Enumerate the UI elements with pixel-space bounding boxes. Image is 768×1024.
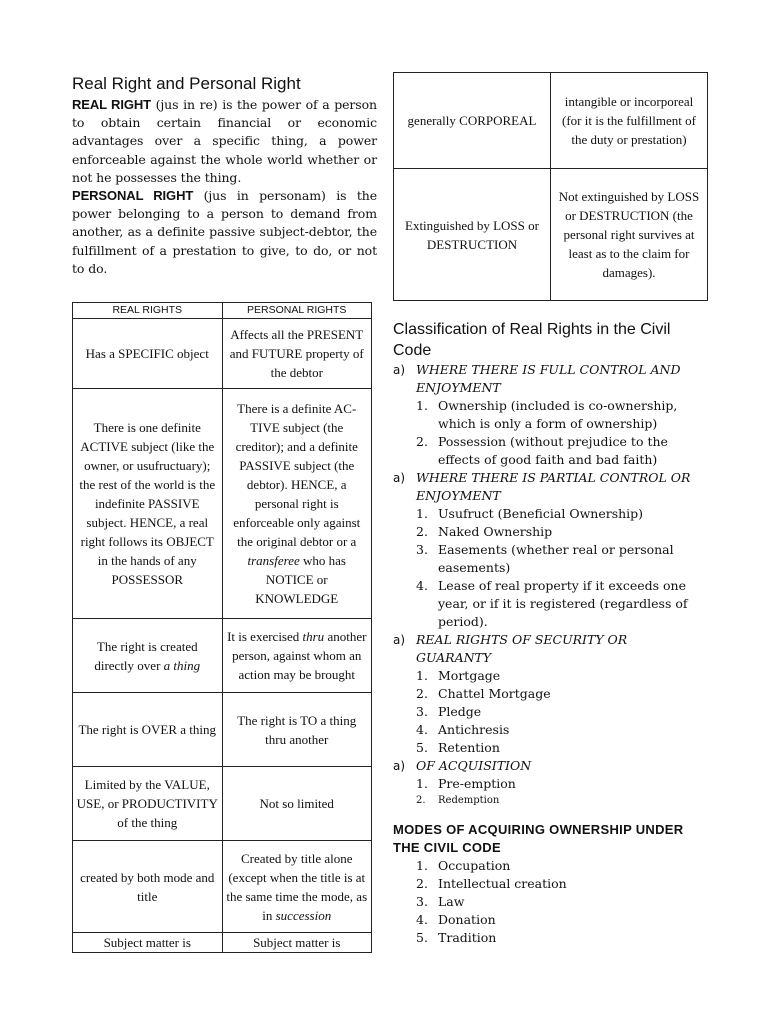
cell-personal-right: It is exercised thru another person, against whom an action may be brought: [222, 619, 372, 693]
list-item: 2. Intellectual creation: [416, 876, 567, 891]
classification-group-heading: [393, 361, 698, 397]
classification-items: [393, 775, 698, 809]
table-row: [73, 933, 372, 953]
header-real-rights: REAL RIGHTS: [73, 303, 223, 319]
table-row: [73, 619, 372, 693]
cell-real-right: created by both mode and title: [73, 841, 223, 933]
modes-list: [393, 857, 698, 947]
classification-list: [393, 361, 698, 809]
list-item: 4. Lease of real property if it exceeds one year, or if it is registered (regardless of period).: [416, 578, 688, 629]
list-item: 1. Ownership (included is co-ownership, which is only a form of ownership): [416, 398, 678, 431]
real-right-definition: [72, 96, 377, 187]
classification-group-heading: [393, 631, 698, 667]
list-item: 3. Pledge: [416, 704, 482, 719]
classification-items: [393, 667, 698, 757]
cell-personal-right: The right is TO a thing thru another: [222, 693, 372, 767]
group-heading-text: OF ACQUISITION: [416, 758, 532, 773]
list-marker: a): [393, 363, 406, 377]
table-row: [73, 693, 372, 767]
classification-group-heading: [393, 469, 698, 505]
list-item: 1. Pre-emption: [416, 776, 516, 791]
table-row: [394, 73, 708, 169]
section-title: Real Right and Personal Right: [72, 74, 301, 93]
cell-real-right: Limited by the VALUE, USE, or PRODUCTIVITY of the thing: [73, 767, 223, 841]
table-header-row: [73, 303, 372, 319]
group-heading-text: WHERE THERE IS FULL CONTROL AND ENJOYMENT: [416, 362, 681, 395]
cell-personal-right: Subject matter is: [222, 933, 372, 953]
cell-real-right: Extinguished by LOSS or DESTRUCTION: [394, 169, 551, 301]
comparison-table: [72, 302, 372, 953]
header-personal-rights: PERSONAL RIGHTS: [222, 303, 372, 319]
group-heading-text: WHERE THERE IS PARTIAL CONTROL OR ENJOYMENT: [416, 470, 691, 503]
list-item: 1. Usufruct (Beneficial Ownership): [416, 506, 644, 521]
cell-real-right: The right is created directly over a thing: [73, 619, 223, 693]
modes-title: MODES OF ACQUIRING OWNERSHIP UNDER THE CIVIL CODE: [393, 822, 684, 855]
cell-personal-right: Affects all the PRESENT and FUTURE property of the debtor: [222, 319, 372, 389]
comparison-table-continued: [393, 72, 708, 301]
list-item: 4. Antichresis: [416, 722, 510, 737]
cell-real-right: Subject matter is: [73, 933, 223, 953]
list-item: 1. Occupation: [416, 858, 511, 873]
classification-items: [393, 397, 698, 469]
cell-personal-right: Not extinguished by LOSS or DESTRUCTION (the personal right survives at least as to the claim for damages).: [551, 169, 708, 301]
cell-personal-right: Created by title alone (except when the title is at the same time the mode, as in succession: [222, 841, 372, 933]
list-item: 2. Redemption: [416, 795, 500, 806]
list-marker: a): [393, 471, 406, 485]
cell-personal-right: intangible or incorporeal (for it is the fulfillment of the duty or prestation): [551, 73, 708, 169]
list-item: 4. Donation: [416, 912, 496, 927]
cell-real-right: generally CORPOREAL: [394, 73, 551, 169]
cell-personal-right: Not so limited: [222, 767, 372, 841]
personal-right-definition: [72, 187, 377, 278]
list-item: 3. Easements (whether real or personal easements): [416, 542, 674, 575]
left-column: [72, 74, 377, 953]
list-item: 5. Tradition: [416, 930, 497, 945]
table-row: [73, 319, 372, 389]
list-marker: a): [393, 759, 406, 773]
cell-personal-right: There is a definite AC-TIVE subject (the creditor); and a definite PASSIVE subject (the debtor). HENCE, a personal right is enforceable only against the original debtor or a transferee who has NOTICE or KNOWLEDGE: [222, 389, 372, 619]
table-row: [394, 169, 708, 301]
group-heading-text: REAL RIGHTS OF SECURITY OR GUARANTY: [416, 632, 628, 665]
list-item: 3. Law: [416, 894, 465, 909]
table-row: [73, 841, 372, 933]
list-item: 1. Mortgage: [416, 668, 501, 683]
right-column: [393, 72, 698, 947]
list-item: 5. Retention: [416, 740, 500, 755]
cell-real-right: There is one definite ACTIVE subject (like the owner, or usufructuary); the rest of the world is the indefinite PASSIVE subject. HENCE, a real right follows its OBJECT in the hands of any POSSESSOR: [73, 389, 223, 619]
classification-items: [393, 505, 698, 631]
list-marker: a): [393, 633, 406, 647]
personal-right-term: PERSONAL RIGHT: [72, 188, 194, 204]
list-item: 2. Naked Ownership: [416, 524, 553, 539]
cell-real-right: The right is OVER a thing: [73, 693, 223, 767]
classification-title: Classification of Real Rights in the Civil Code: [393, 321, 671, 359]
table-row: [73, 389, 372, 619]
cell-real-right: Has a SPECIFIC object: [73, 319, 223, 389]
classification-group-heading: [393, 757, 698, 775]
list-item: 2. Chattel Mortgage: [416, 686, 551, 701]
table-row: [73, 767, 372, 841]
real-right-text: (jus in re) is the power of a person to obtain certain financial or economic advantages over a specific thing, a power enforceable against the whole world whether or not he possesses the thing.: [72, 97, 377, 185]
personal-right-text: (jus in personam) is the power belonging to a person to demand from another, as a definite passive subject-debtor, the fulfillment of a prestation to give, to do, or not to do.: [72, 188, 377, 276]
list-item: 2. Possession (without prejudice to the effects of good faith and bad faith): [416, 434, 668, 467]
real-right-term: REAL RIGHT: [72, 97, 151, 112]
